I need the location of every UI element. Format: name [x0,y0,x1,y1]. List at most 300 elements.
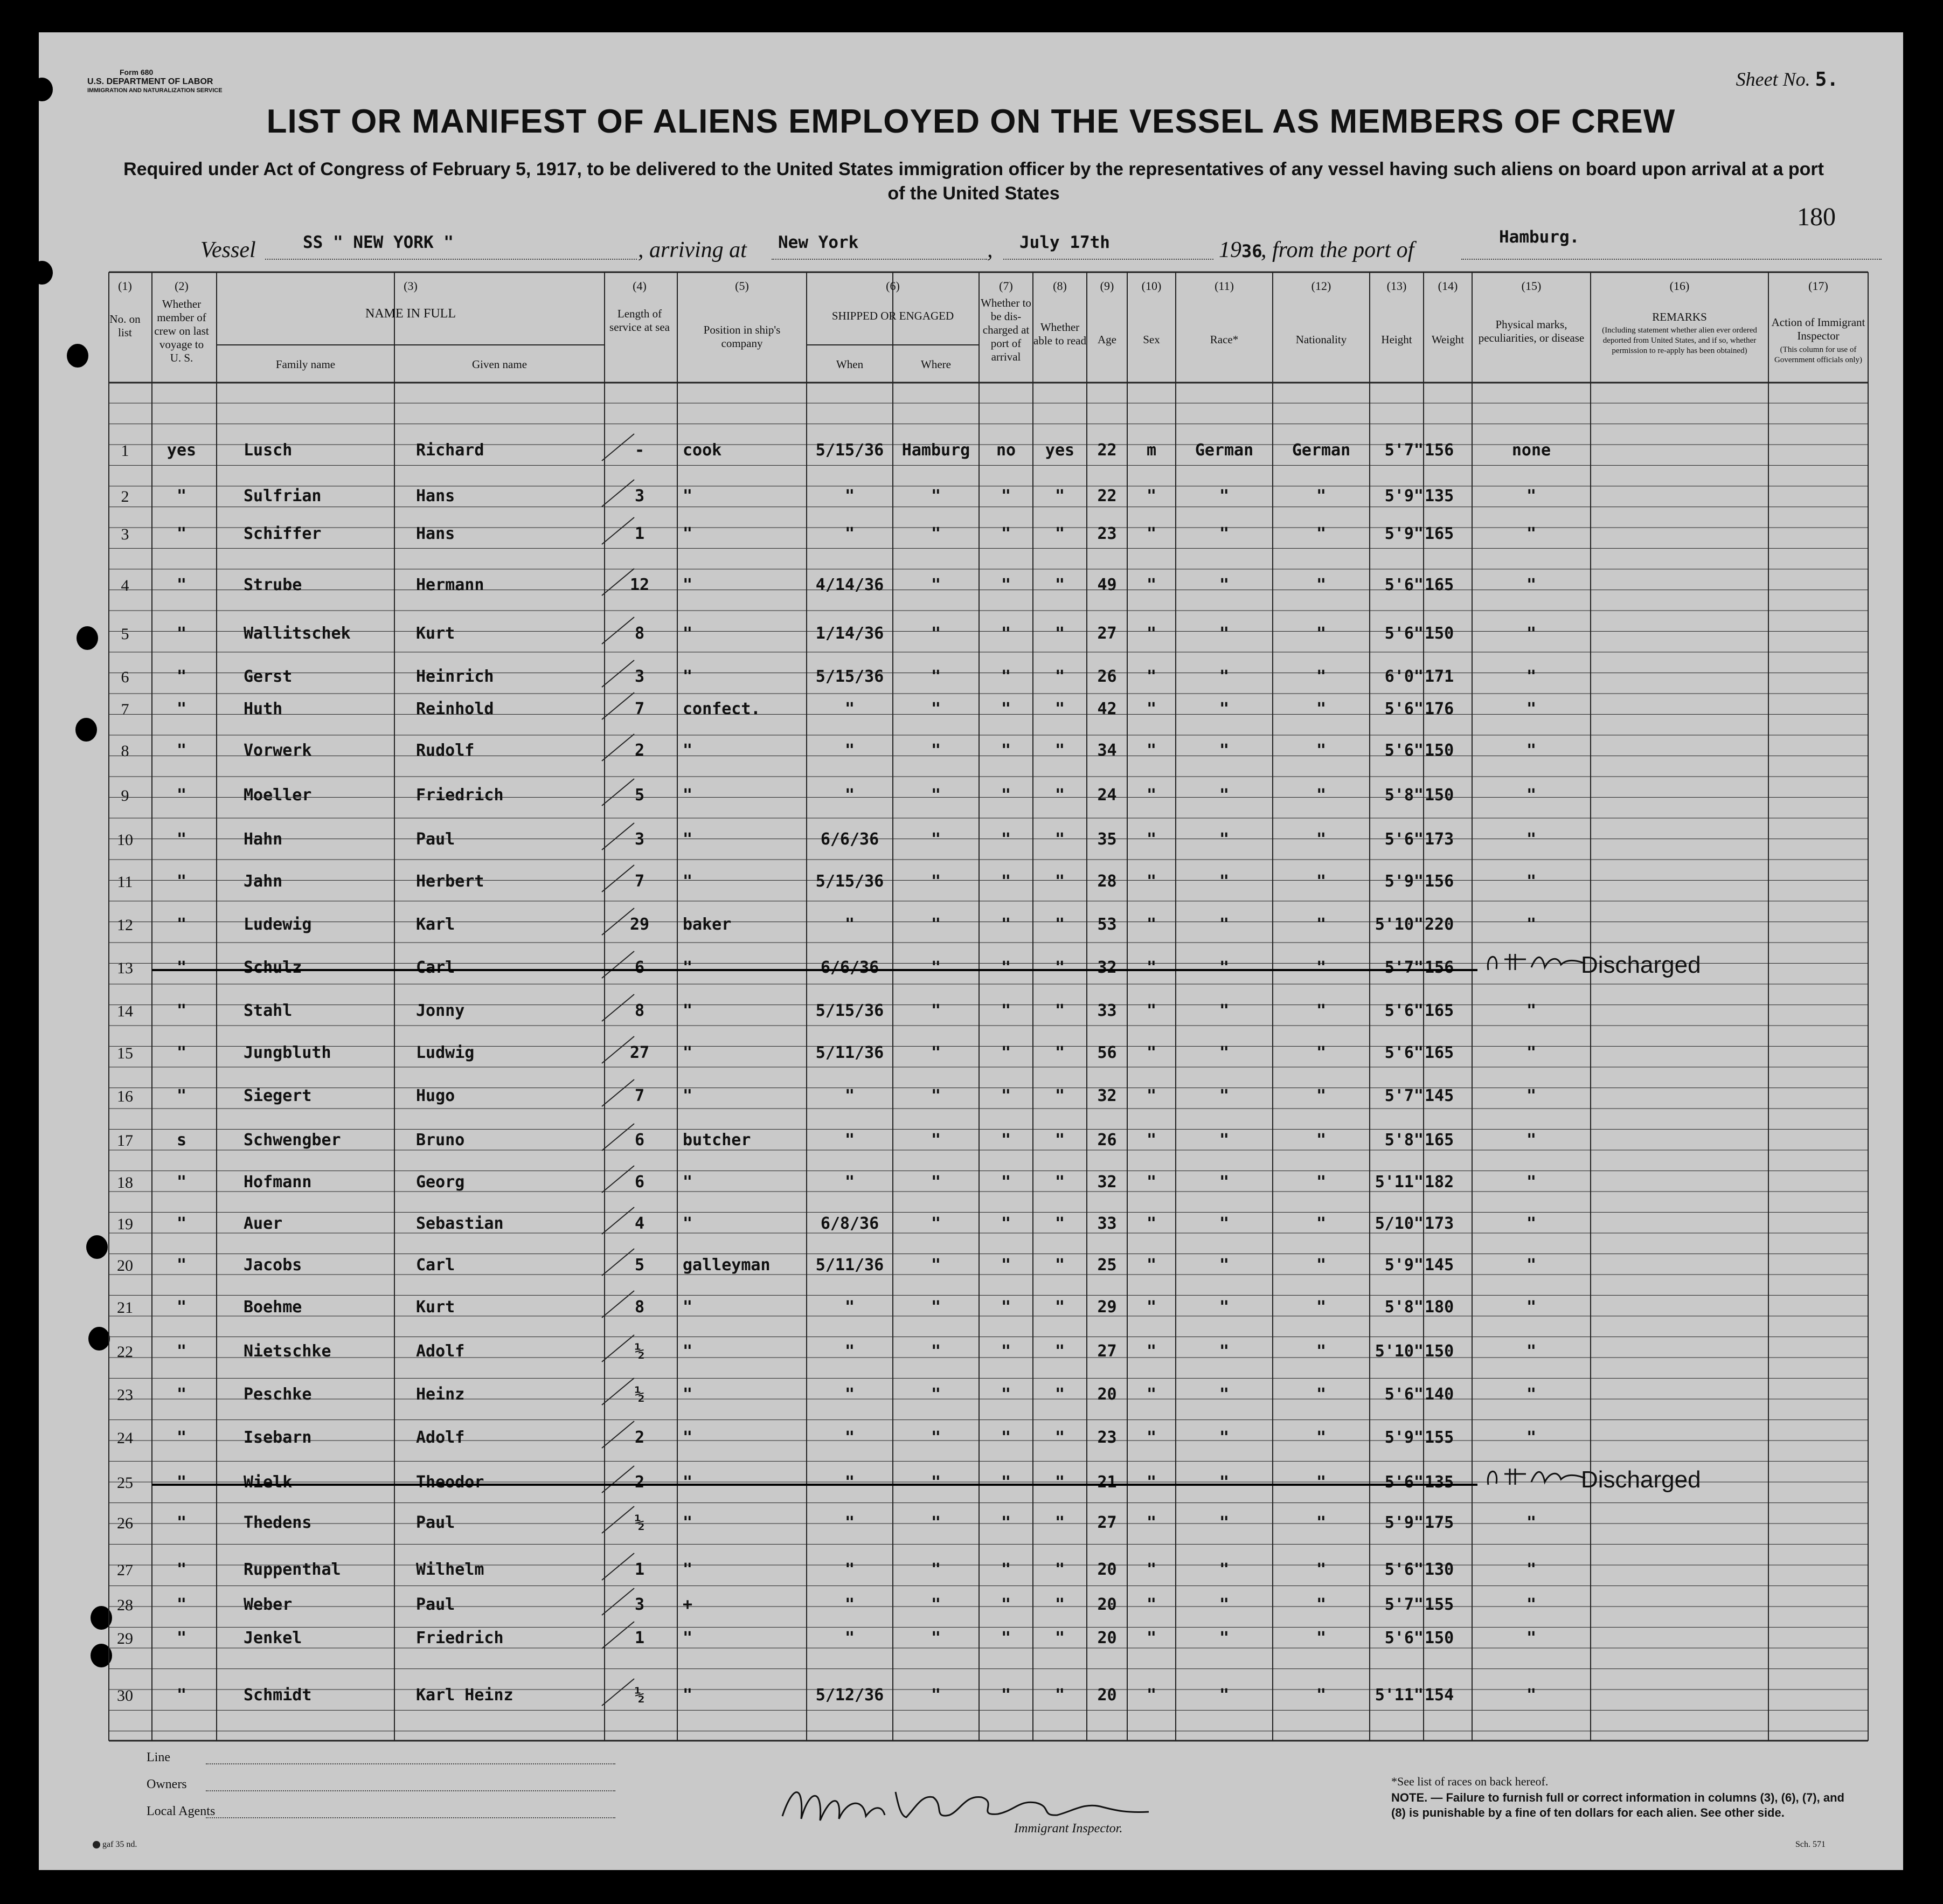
cell-position: " [683,1214,693,1233]
cell-age: 35 [1097,830,1117,849]
cell-weight: 154 [1425,1686,1454,1705]
cell-age: 20 [1097,1629,1117,1647]
check-slash-icon [599,1550,637,1583]
check-slash-icon [599,1204,637,1237]
cell-position: " [683,1385,693,1404]
cell-position: + [683,1595,693,1614]
cell-where: Hamburg [901,441,970,460]
cell-when: 5/15/36 [815,872,884,891]
cell-dis: " [1001,576,1011,594]
cell-position: baker [683,915,732,934]
cell-nat: " [1316,1214,1327,1233]
print-code [93,1840,137,1850]
cell-family: Boehme [244,1298,302,1317]
col-2-header: Whether member of crew on last voyage to U. S. [154,297,209,364]
col-7-number: (7) [999,279,1013,293]
page-subtitle: Required under Act of Congress of February 5, 1917, to be delivered to the United States immigration officer by the representatives of any vessel having such aliens on board upon arrival at a port of the United States [123,159,1824,204]
cell-when: 5/11/36 [815,1256,884,1275]
cell-read: " [1054,1560,1065,1579]
col-9-number: (9) [1100,279,1114,293]
cell-where: " [931,1629,941,1647]
cell-when: " [844,524,855,543]
cell-position: " [683,1043,693,1062]
cell-race: " [1219,1086,1230,1105]
cell-given: Wilhelm [416,1560,484,1579]
cell-last: " [176,667,187,686]
cell-when: 4/14/36 [815,576,884,594]
cell-service: 5 [634,1256,645,1275]
cell-where: " [931,624,941,643]
cell-height: 5'6" [1384,830,1424,849]
cell-given: Reinhold [416,700,494,718]
cell-when: " [844,915,855,934]
row-number: 1 [121,442,129,460]
cell-position: " [683,958,693,977]
cell-family: Ruppenthal [244,1560,341,1579]
col-3-given-header: Given name [471,358,528,371]
cell-age: 32 [1097,1173,1117,1192]
owners-underline [206,1790,615,1791]
row-number: 15 [117,1044,133,1062]
check-slash-icon [599,1332,637,1365]
cell-height: 5'6" [1384,1385,1424,1404]
cell-when: 1/14/36 [815,624,884,643]
cell-where: " [931,487,941,506]
check-slash-icon [599,566,637,598]
cell-weight: 145 [1425,1086,1454,1105]
cell-marks: " [1526,1043,1537,1062]
col-3-number: (3) [404,279,418,293]
cell-given: Friedrich [416,786,504,805]
cell-dis: " [1001,1686,1011,1705]
cell-height: 5'8" [1384,1131,1424,1150]
cell-age: 20 [1097,1560,1117,1579]
cell-last: " [176,1513,187,1532]
row-number: 25 [117,1474,133,1492]
cell-race: German [1195,441,1254,460]
cell-service: 8 [634,1001,645,1020]
cell-last: " [176,1595,187,1614]
cell-last: " [176,830,187,849]
cell-dis: " [1001,667,1011,686]
cell-family: Ludewig [244,915,312,934]
cell-nat: " [1316,1560,1327,1579]
cell-position: " [683,1560,693,1579]
cell-family: Gerst [244,667,293,686]
cell-read: " [1054,1173,1065,1192]
col-2-number: (2) [175,279,189,293]
cell-age: 21 [1097,1473,1117,1492]
cell-sex: " [1146,1629,1157,1647]
note-text: — Failure to furnish full or correct information in columns (3), (6), (7), and (8) is punishable by a fine of ten dollars for each alien. See other side. [1391,1791,1844,1819]
cell-sex: " [1146,1173,1157,1192]
strike-through-line [152,969,1477,971]
col-12-header: Nationality [1295,333,1347,346]
col-1-number: (1) [118,279,132,293]
cell-dis: " [1001,1043,1011,1062]
cell-height: 5'6" [1384,624,1424,643]
col-6-when-header: When [836,358,864,371]
cell-race: " [1219,1513,1230,1532]
cell-service: 7 [634,872,645,891]
cell-when: 5/15/36 [815,667,884,686]
cell-sex: " [1146,1086,1157,1105]
cell-read: " [1054,524,1065,543]
col-6-header: SHIPPED OR ENGAGED [831,309,954,322]
cell-sex: " [1146,487,1157,506]
cell-last: " [176,524,187,543]
row-number: 8 [121,742,129,760]
cell-weight: 156 [1425,872,1454,891]
cell-marks: " [1526,1256,1537,1275]
cell-read: " [1054,1342,1065,1361]
cell-marks: " [1526,741,1537,760]
cell-where: " [931,1001,941,1020]
cell-last: " [176,1256,187,1275]
cell-height: 5'6" [1384,1560,1424,1579]
cell-when: 6/6/36 [820,830,879,849]
from-port: Hamburg. [1499,227,1580,247]
cell-when: " [844,1298,855,1317]
cell-weight: 150 [1425,1342,1454,1361]
cell-last: " [176,1629,187,1647]
cell-dis: " [1001,1595,1011,1614]
cell-marks: " [1526,1086,1537,1105]
department-name: U.S. DEPARTMENT OF LABOR [87,77,213,86]
check-slash-icon [599,431,637,463]
cell-service: 6 [634,958,645,977]
cell-dis: " [1001,786,1011,805]
cell-nat: " [1316,958,1327,977]
cell-sex: " [1146,1560,1157,1579]
cell-sex: " [1146,1595,1157,1614]
cell-marks: " [1526,1173,1537,1192]
row-number: 20 [117,1257,133,1275]
cell-when: " [844,1473,855,1492]
cell-marks: " [1526,524,1537,543]
cell-read: " [1054,1473,1065,1492]
cell-read: " [1054,830,1065,849]
cell-dis: " [1001,830,1011,849]
cell-given: Hans [416,524,455,543]
cell-family: Jacobs [244,1256,302,1275]
check-slash-icon [599,776,637,808]
col-5-header: Position in ship's company [703,323,781,350]
cell-height: 5'9" [1384,872,1424,891]
cell-dis: " [1001,487,1011,506]
cell-given: Carl [416,958,455,977]
cell-read: " [1054,1385,1065,1404]
col-13-number: (13) [1386,279,1407,293]
col-7-header: Whether to be dis-charged at port of arrival [981,296,1031,363]
cell-weight: 173 [1425,830,1454,849]
cell-where: " [931,1298,941,1317]
check-slash-icon [599,731,637,764]
sheet-number-label: Sheet No. [1736,68,1810,90]
cell-marks: " [1526,915,1537,934]
cell-age: 26 [1097,1131,1117,1150]
check-slash-icon [599,1418,637,1451]
row-number: 16 [117,1088,133,1105]
row-number: 29 [117,1630,133,1647]
cell-nat: " [1316,786,1327,805]
check-slash-icon [599,992,637,1024]
cell-weight: 171 [1425,667,1454,686]
cell-age: 32 [1097,958,1117,977]
row-number: 24 [117,1429,133,1447]
cell-when: " [844,700,855,718]
note-label: NOTE. [1391,1791,1428,1804]
check-slash-icon [599,1034,637,1066]
cell-age: 22 [1097,487,1117,506]
cell-dis: no [996,441,1016,460]
check-slash-icon [599,1077,637,1109]
cell-height: 5'6" [1384,741,1424,760]
cell-nat: " [1316,1473,1327,1492]
cell-when: " [844,1173,855,1192]
schedule-number: Sch. 571 [1795,1840,1826,1849]
row-number: 12 [117,916,133,934]
manifest-sheet [39,32,1903,1870]
row-number: 27 [117,1561,133,1579]
cell-last: " [176,915,187,934]
form-number: Form 680 [120,68,154,77]
cell-age: 33 [1097,1001,1117,1020]
cell-sex: " [1146,1513,1157,1532]
cell-read: " [1054,1086,1065,1105]
cell-service: 8 [634,624,645,643]
cell-service: 5 [634,786,645,805]
cell-nat: " [1316,1385,1327,1404]
cell-dis: " [1001,741,1011,760]
row-number: 26 [117,1514,133,1532]
cell-nat: " [1316,1043,1327,1062]
cell-position: " [683,1629,693,1647]
check-slash-icon [599,1504,637,1536]
cell-position: " [683,1513,693,1532]
cell-family: Schiffer [244,524,322,543]
agents-underline [206,1817,615,1818]
cell-sex: " [1146,741,1157,760]
cell-when: " [844,1513,855,1532]
cell-race: " [1219,1298,1230,1317]
cell-age: 29 [1097,1298,1117,1317]
cell-sex: " [1146,786,1157,805]
cell-service: 1 [634,1629,645,1647]
cell-weight: 165 [1425,1131,1454,1150]
cell-last: " [176,700,187,718]
cell-where: " [931,830,941,849]
cell-marks: " [1526,1298,1537,1317]
cell-race: " [1219,1001,1230,1020]
cell-dis: " [1001,1342,1011,1361]
cell-last: " [176,1086,187,1105]
cell-race: " [1219,1385,1230,1404]
cell-race: " [1219,915,1230,934]
races-note: *See list of races on back hereof. [1391,1775,1549,1788]
local-agents-label: Local Agents [147,1804,216,1818]
cell-given: Theodor [416,1473,484,1492]
cell-weight: 156 [1425,441,1454,460]
cell-last: " [176,487,187,506]
cell-age: 20 [1097,1595,1117,1614]
col-17-number: (17) [1808,279,1828,293]
cell-weight: 135 [1425,487,1454,506]
cell-sex: " [1146,667,1157,686]
cell-weight: 155 [1425,1595,1454,1614]
row-number: 30 [117,1687,133,1705]
col-17-subheader: (This column for use of Government officials only) [1774,345,1862,364]
cell-sex: " [1146,872,1157,891]
cell-last: " [176,958,187,977]
cell-service: 2 [634,1473,645,1492]
cell-nat: " [1316,1595,1327,1614]
cell-family: Jungbluth [244,1043,331,1062]
cell-height: 5'6" [1384,1629,1424,1647]
line-label: Line [147,1750,170,1764]
cell-when: 6/8/36 [820,1214,879,1233]
initials-icon [1483,948,1591,975]
col-11-number: (11) [1215,279,1234,293]
cell-last: " [176,1173,187,1192]
cell-weight: 150 [1425,741,1454,760]
cell-age: 28 [1097,872,1117,891]
cell-service: 6 [634,1131,645,1150]
cell-when: 5/11/36 [815,1043,884,1062]
sheet-number-value: 5. [1815,68,1838,91]
cell-marks: " [1526,576,1537,594]
cell-last: yes [166,441,197,460]
strike-through-line [152,1484,1477,1486]
cell-service: 3 [634,830,645,849]
cell-family: Wielk [244,1473,293,1492]
cell-marks: " [1526,624,1537,643]
cell-read: yes [1045,441,1075,460]
cell-last: " [176,1342,187,1361]
cell-weight: 150 [1425,1629,1454,1647]
cell-marks: " [1526,1560,1537,1579]
cell-last: " [176,1001,187,1020]
cell-service: 3 [634,1595,645,1614]
cell-dis: " [1001,872,1011,891]
cell-last: " [176,1428,187,1447]
cell-weight: 145 [1425,1256,1454,1275]
col-8-number: (8) [1053,279,1067,293]
row-number: 3 [121,525,129,543]
cell-weight: 173 [1425,1214,1454,1233]
cell-service: ½ [634,1513,645,1532]
cell-given: Karl [416,915,455,934]
year-value: 36 [1241,241,1262,261]
cell-read: " [1054,1131,1065,1150]
cell-where: " [931,1086,941,1105]
cell-read: " [1054,1513,1065,1532]
check-slash-icon [599,657,637,690]
cell-when: " [844,1428,855,1447]
cell-given: Georg [416,1173,465,1192]
cell-where: " [931,1043,941,1062]
cell-height: 5'9" [1384,487,1424,506]
cell-marks: " [1526,1385,1537,1404]
row-number: 17 [117,1132,133,1150]
cell-service: 7 [634,700,645,718]
cell-weight: 220 [1425,915,1454,934]
cell-position: " [683,1298,693,1317]
cell-last: s [176,1131,187,1150]
cell-sex: " [1146,624,1157,643]
cell-dis: " [1001,1629,1011,1647]
check-slash-icon [599,820,637,853]
row-number: 11 [117,873,133,891]
line-underline [206,1763,615,1764]
cell-position: " [683,1473,693,1492]
cell-sex: " [1146,830,1157,849]
cell-service: 8 [634,1298,645,1317]
cell-where: " [931,958,941,977]
cell-nat: " [1316,1428,1327,1447]
cell-given: Adolf [416,1342,465,1361]
cell-race: " [1219,700,1230,718]
cell-dis: " [1001,700,1011,718]
cell-nat: " [1316,1629,1327,1647]
col-10-header: Sex [1143,333,1160,346]
cell-marks: " [1526,700,1537,718]
cell-given: Bruno [416,1131,465,1150]
cell-dis: " [1001,1214,1011,1233]
cell-weight: 130 [1425,1560,1454,1579]
cell-race: " [1219,624,1230,643]
cell-service: 29 [629,915,650,934]
fine-note [1391,1790,1860,1820]
cell-marks: " [1526,830,1537,849]
col-6-where-header: Where [921,358,951,371]
cell-marks: none [1511,441,1551,460]
cell-dis: " [1001,1385,1011,1404]
cell-race: " [1219,1686,1230,1705]
row-number: 23 [117,1386,133,1404]
cell-family: Jahn [244,872,283,891]
cell-service: ½ [634,1385,645,1404]
cell-where: " [931,1256,941,1275]
check-slash-icon [599,1463,637,1495]
cell-dis: " [1001,1560,1011,1579]
cell-age: 23 [1097,524,1117,543]
cell-marks: " [1526,786,1537,805]
check-slash-icon [599,862,637,895]
cell-age: 49 [1097,576,1117,594]
cell-height: 5'7" [1384,1595,1424,1614]
col-16-number: (16) [1669,279,1690,293]
cell-nat: " [1316,1086,1327,1105]
cell-given: Rudolf [416,741,475,760]
cell-when: 6/6/36 [820,958,879,977]
cell-nat: German [1292,441,1351,460]
cell-where: " [931,1595,941,1614]
cell-sex: " [1146,700,1157,718]
discharged-remark: Discharged [1581,1466,1701,1493]
col-8-header: Whether able to read [1033,321,1086,347]
cell-given: Paul [416,1595,455,1614]
cell-height: 5'10" [1375,915,1424,934]
year-prefix: 19 [1219,238,1241,262]
cell-position: " [683,1686,693,1705]
cell-marks: " [1526,872,1537,891]
col-14-number: (14) [1438,279,1458,293]
cell-service: 12 [629,576,650,594]
cell-race: " [1219,667,1230,686]
cell-nat: " [1316,872,1327,891]
cell-race: " [1219,872,1230,891]
